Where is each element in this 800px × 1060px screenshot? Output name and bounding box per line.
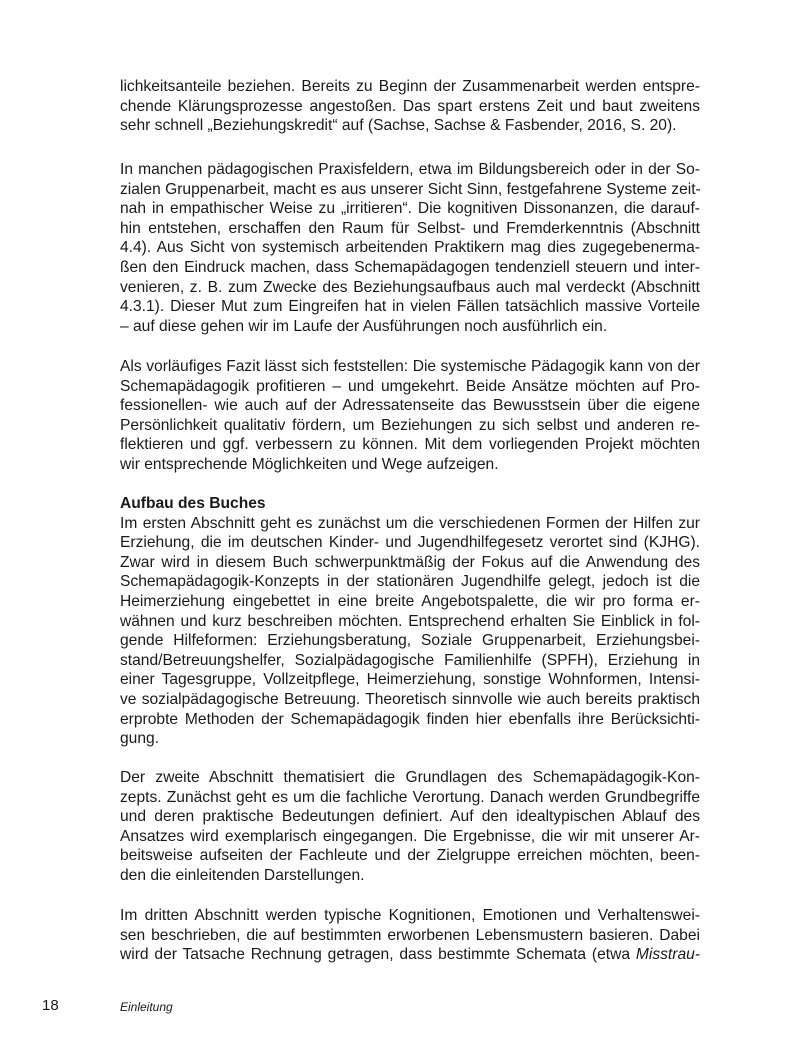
text-line: Der zweite Abschnitt thematisiert die Grundlagen des Schemapädagogik-Kon- bbox=[120, 769, 700, 786]
text-line: 4.3.1). Dieser Mut zum Eingreifen hat in vielen Fällen tatsächlich massive Vorteile bbox=[120, 298, 700, 316]
text-line: beitsweise aufseiten der Fachleute und der Zielgruppe erreichen möchten, been- bbox=[120, 847, 700, 865]
text-line: fessionellen- wie auch auf der Adressatenseite das Bewusstsein über die eigene bbox=[120, 397, 700, 415]
text-line: 4.4). Aus Sicht von systemisch arbeitenden Praktikern mag dies zugegebenerma- bbox=[120, 239, 700, 257]
text-line: flektieren und ggf. verbessern zu können. Mit dem vorliegenden Projekt möchten bbox=[120, 436, 700, 454]
text-line: lichkeitsanteile beziehen. Bereits zu Beginn der Zusammenarbeit werden entspre- bbox=[120, 78, 700, 95]
text-line: sehr schnell „Beziehungskredit“ auf (Sachse, Sachse & Fasbender, 2016, S. 20). bbox=[120, 117, 677, 135]
text-fragment: wird der Tatsache Rechnung getragen, dass bestimmte Schemata (etwa bbox=[120, 946, 636, 964]
text-line: Im dritten Abschnitt werden typische Kognitionen, Emotionen und Verhaltenswei- bbox=[120, 907, 700, 924]
text-line: einer Tagesgruppe, Vollzeitpflege, Heimerziehung, sonstige Wohnformen, Intensi- bbox=[120, 671, 700, 689]
text-line: Persönlichkeit qualitativ fördern, um Beziehungen zu sich selbst und anderen re- bbox=[120, 416, 700, 434]
text-line: zepts. Zunächst geht es um die fachliche Verortung. Danach werden Grundbegriffe bbox=[120, 788, 700, 806]
text-line: Schemapädagogik-Konzepts in der stationären Jugendhilfe gelegt, jedoch ist die bbox=[120, 573, 700, 591]
text-line: zialen Gruppenarbeit, macht es aus unserer Sicht Sinn, festgefahrene Systeme zeit- bbox=[120, 180, 701, 198]
text-line-continued bbox=[120, 945, 700, 965]
paragraph-2 bbox=[120, 160, 700, 336]
paragraph-5 bbox=[120, 768, 700, 886]
text-line: Als vorläufiges Fazit lässt sich feststellen: Die systemische Pädagogik kann von der bbox=[120, 358, 700, 375]
paragraph-6 bbox=[120, 906, 700, 965]
text-line: gung. bbox=[120, 730, 160, 748]
text-line: erprobte Methoden der Schemapädagogik finden hier ebenfalls ihre Berücksichti- bbox=[120, 710, 700, 728]
text-line: Ansatzes wird exemplarisch eingegangen. Die Ergebnisse, die wir mit unserer Ar- bbox=[120, 827, 700, 845]
text-line: Erziehung, die im deutschen Kinder- und Jugendhilfegesetz verortet sind (KJHG). bbox=[120, 534, 700, 552]
paragraph-3 bbox=[120, 357, 700, 475]
text-line: hin entstehen, erschaffen den Raum für Selbst- und Fremderkenntnis (Abschnitt bbox=[120, 219, 700, 237]
italic-fragment: Misstrau- bbox=[635, 946, 700, 964]
text-line: wir entsprechende Möglichkeiten und Wege aufzeigen. bbox=[120, 455, 499, 473]
text-line: venieren, z. B. zum Zwecke des Beziehungsaufbaus auch mal verdeckt (Abschnitt bbox=[120, 278, 700, 296]
text-line: ßen den Eindruck machen, dass Schemapädagogen tendenziell steuern und inter- bbox=[120, 258, 700, 276]
page-number: 18 bbox=[42, 997, 59, 1014]
text-line: Im ersten Abschnitt geht es zunächst um die verschiedenen Formen der Hilfen zur bbox=[120, 514, 700, 532]
paragraph-1 bbox=[120, 77, 700, 136]
text-line: stand/Betreuungshelfer, Sozialpädagogische Familienhilfe (SPFH), Erziehung in bbox=[120, 651, 700, 669]
text-line: chende Klärungsprozesse angestoßen. Das spart erstens Zeit und baut zweitens bbox=[120, 97, 700, 115]
text-line: gende Hilfeformen: Erziehungsberatung, Soziale Gruppenarbeit, Erziehungsbei- bbox=[120, 632, 700, 650]
running-footer-title: Einleitung bbox=[120, 1000, 173, 1014]
section-aufbau bbox=[120, 494, 700, 749]
text-line: – auf diese gehen wir im Laufe der Ausführungen noch ausführlich ein. bbox=[120, 317, 608, 335]
text-line: wähnen und kurz beschreiben möchten. Entsprechend erhalten Sie Einblick in fol- bbox=[120, 612, 700, 630]
text-line: In manchen pädagogischen Praxisfeldern, etwa im Bildungsbereich oder in der So- bbox=[120, 161, 700, 178]
text-line: Schemapädagogik profitieren – und umgekehrt. Beide Ansätze möchten auf Pro- bbox=[120, 377, 700, 395]
text-line: und deren praktische Bedeutungen definiert. Auf den idealtypischen Ablauf des bbox=[120, 808, 700, 826]
text-line: Zwar wird in diesem Buch schwerpunktmäßig der Fokus auf die Anwendung des bbox=[120, 553, 700, 571]
text-line: nah in empathischer Weise zu „irritieren“. Die kognitiven Dissonanzen, die darauf- bbox=[120, 200, 700, 218]
section-heading: Aufbau des Buches bbox=[120, 495, 266, 512]
text-line: ve sozialpädagogische Betreuung. Theoretisch sinnvolle wie auch bereits praktisch bbox=[120, 690, 700, 708]
text-line: den die einleitenden Darstellungen. bbox=[120, 866, 365, 884]
text-line: Heimerziehung eingebettet in eine breite Angebotspalette, die wir pro forma er- bbox=[120, 592, 700, 610]
text-line: sen beschrieben, die auf bestimmten erworbenen Lebensmustern basieren. Dabei bbox=[120, 926, 700, 944]
